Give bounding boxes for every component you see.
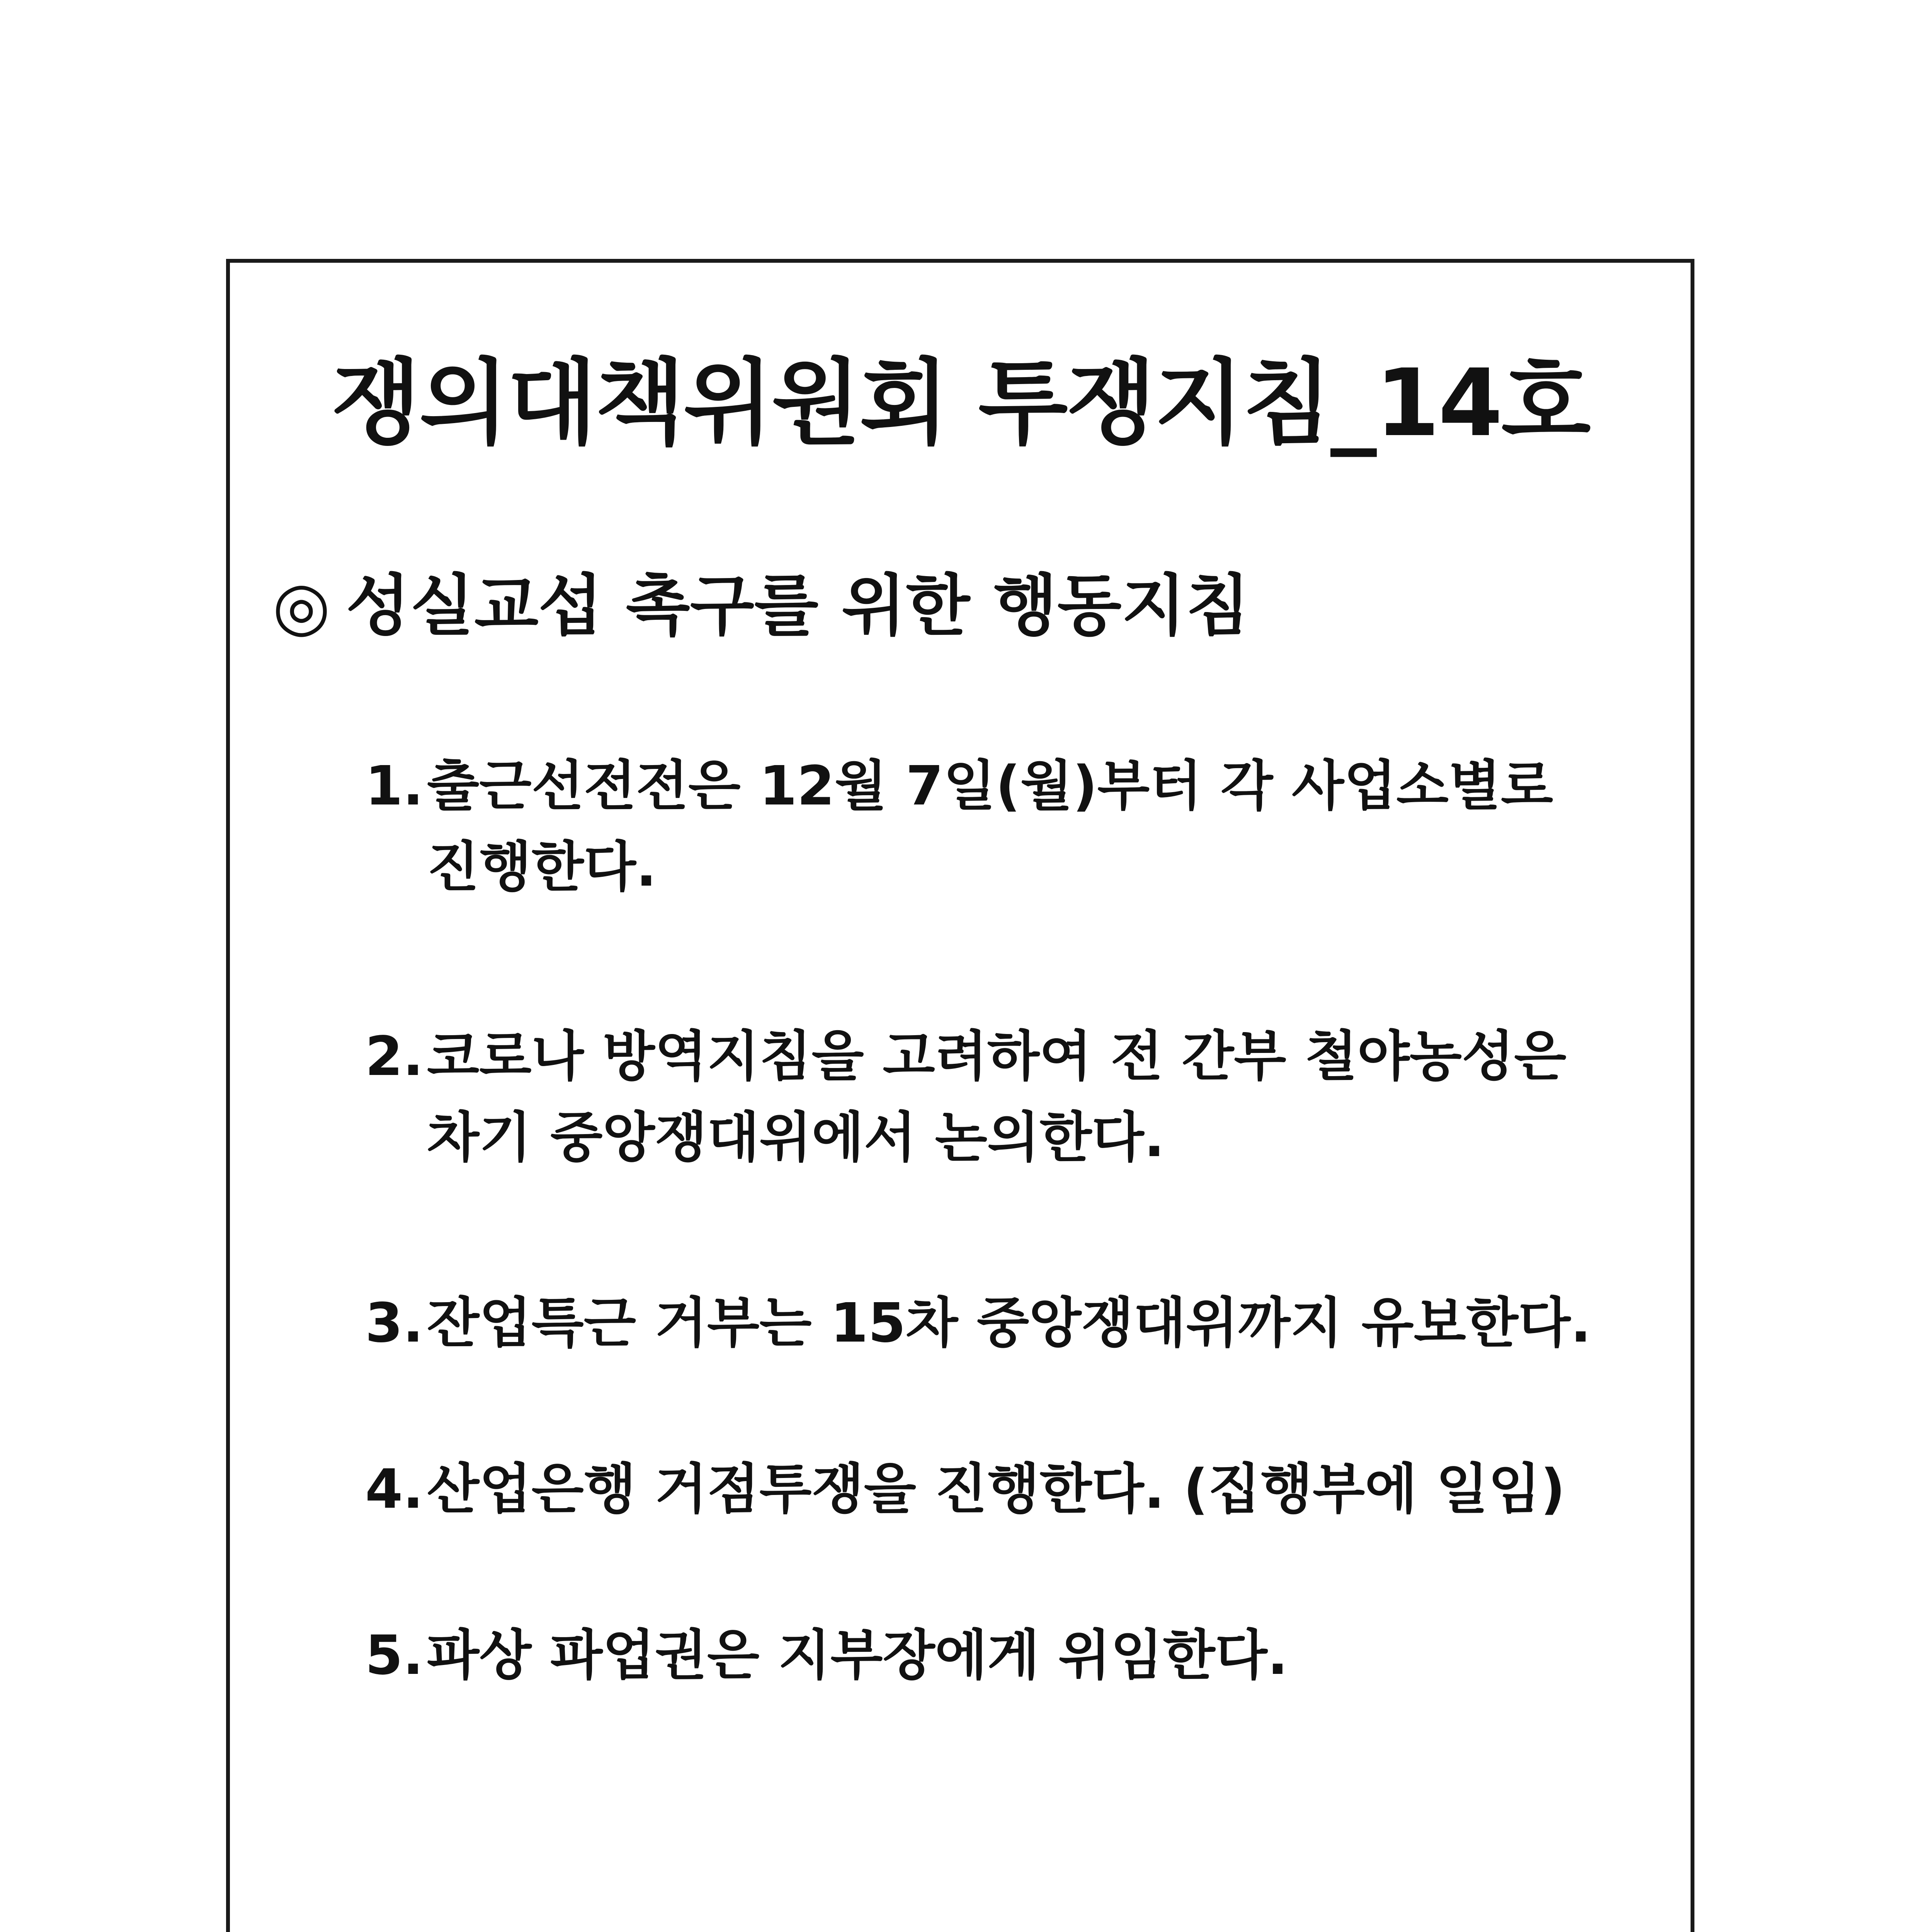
double-circle-icon: ◎ <box>272 567 331 645</box>
item-number: 5. <box>365 1624 424 1687</box>
section-heading-text: 성실교섭 촉구를 위한 행동지침 <box>346 567 1250 645</box>
document-title: 쟁의대책위원회 투쟁지침_14호 <box>331 349 1589 457</box>
directive-item-2 <box>365 1016 1567 1179</box>
document-frame <box>226 259 1694 1932</box>
directive-item-5 <box>365 1615 1288 1696</box>
item-number: 2. <box>365 1025 424 1088</box>
directive-item-4 <box>365 1449 1565 1530</box>
item-number: 4. <box>365 1458 424 1521</box>
item-text: 산업은행 거점투쟁을 진행한다. (집행부에 일임) <box>427 1458 1565 1521</box>
item-text-continued: 진행한다. <box>427 836 657 899</box>
section-heading <box>272 553 1250 648</box>
item-text: 출근선전전은 12월 7일(월)부터 각 사업소별로 <box>427 755 1553 818</box>
item-text: 잔업특근 거부는 15차 중앙쟁대위까지 유보한다. <box>427 1292 1591 1355</box>
item-number: 3. <box>365 1292 424 1355</box>
item-number: 1. <box>365 755 424 818</box>
directive-item-3 <box>365 1283 1591 1364</box>
item-text: 파상 파업권은 지부장에게 위임한다. <box>427 1624 1288 1687</box>
item-text: 코로나 방역지침을 고려하여 전 간부 철야농성은 <box>427 1025 1567 1088</box>
item-text-continued: 차기 중앙쟁대위에서 논의한다. <box>427 1106 1165 1169</box>
directive-item-1 <box>365 746 1553 908</box>
